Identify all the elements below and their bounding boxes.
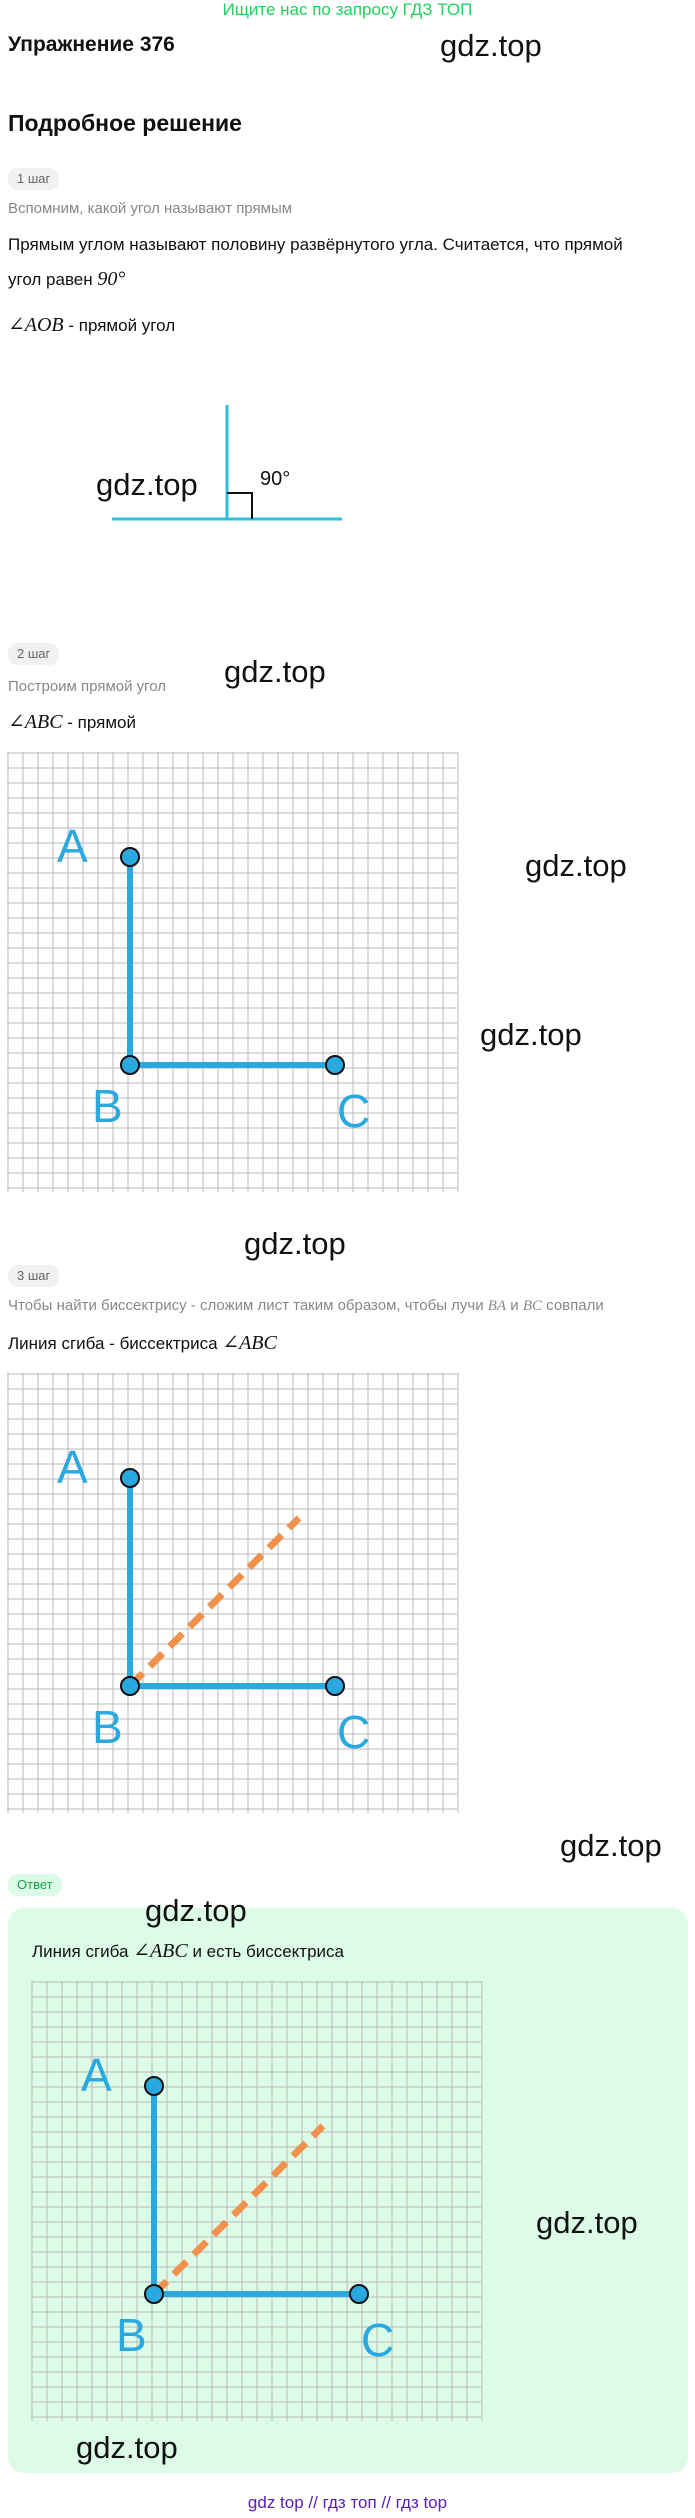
answer-text-prefix: Линия сгиба [32, 1942, 134, 1961]
step-3-text-prefix: Линия сгиба - биссектриса [8, 1334, 223, 1353]
point-a [121, 848, 139, 866]
answer-badge: Ответ [8, 1874, 62, 1896]
grid-lines [7, 1373, 458, 1813]
watermark: gdz.top [145, 1893, 247, 1928]
step-1-text-prefix: угол равен [8, 270, 93, 289]
step-1-angle-text: - прямой угол [63, 316, 176, 335]
bisector-line [130, 1518, 299, 1686]
label-a: A [57, 820, 88, 872]
right-angle-figure [80, 395, 380, 535]
watermark: gdz.top [560, 1828, 662, 1863]
grid-figure-answer [31, 1981, 485, 2423]
step-3-angle-math: ∠ABC [222, 1332, 277, 1354]
point-b [145, 2285, 163, 2303]
label-b: B [92, 1080, 123, 1132]
page-title: Упражнение 376 [8, 33, 175, 56]
step-3-hint-part1: Чтобы найти биссектрису - сложим лист таким образом, чтобы лучи [8, 1297, 488, 1314]
step-3-text [8, 1330, 277, 1357]
watermark: gdz.top [244, 1226, 346, 1261]
watermark: gdz.top [480, 1017, 582, 1052]
step-3-hint-math-bc: BC [522, 1298, 542, 1314]
right-angle-marker [227, 493, 252, 519]
watermark: gdz.top [536, 2205, 638, 2240]
watermark: gdz.top [440, 28, 542, 63]
step-2-angle-text: - прямой [62, 713, 136, 732]
section-title: Подробное решение [8, 110, 242, 136]
point-c [326, 1056, 344, 1074]
step-1-text-line1: Прямым углом называют половину развёрнутого угла. Считается, что прямой [8, 235, 623, 254]
step-badge-1: 1 шаг [8, 168, 59, 190]
grid-figure-step-3 [7, 1373, 461, 1815]
label-c: C [361, 2314, 395, 2366]
bisector-line [154, 2126, 323, 2294]
step-1-angle-math: ∠AOB [8, 314, 64, 336]
watermark: gdz.top [76, 2430, 178, 2465]
label-c: C [337, 1706, 371, 1758]
grid-lines [7, 752, 458, 1192]
step-2-angle-math: ∠ABC [8, 711, 63, 733]
point-c [326, 1677, 344, 1695]
point-c [350, 2285, 368, 2303]
point-a [121, 1469, 139, 1487]
search-hint-link[interactable]: Ищите нас по запросу ГДЗ ТОП [222, 0, 473, 19]
step-1-text-line2 [8, 266, 125, 293]
label-b: B [116, 2309, 147, 2361]
answer-text-suffix: и есть биссектриса [187, 1942, 344, 1961]
step-3-hint-part2: и [506, 1297, 523, 1314]
step-badge-2: 2 шаг [8, 643, 59, 665]
grid-figure-step-2 [7, 752, 461, 1194]
label-a: A [57, 1441, 88, 1493]
footer-links[interactable]: gdz top // гдз топ // гдз top [247, 2493, 448, 2512]
watermark: gdz.top [224, 654, 326, 689]
label-a: A [81, 2049, 112, 2101]
grid-lines [31, 1981, 482, 2421]
step-2-angle-line [8, 709, 136, 736]
point-b [121, 1677, 139, 1695]
answer-angle-math: ∠ABC [133, 1940, 188, 1962]
point-b [121, 1056, 139, 1074]
step-2-hint: Построим прямой угол [8, 678, 167, 695]
watermark: gdz.top [96, 467, 198, 502]
label-b: B [92, 1701, 123, 1753]
step-badge-3: 3 шаг [8, 1265, 59, 1287]
step-3-hint-part3: совпали [541, 1297, 604, 1314]
label-c: C [337, 1085, 371, 1137]
step-1-math-90: 90° [97, 268, 126, 290]
step-1-angle-line [8, 312, 175, 339]
point-a [145, 2077, 163, 2095]
answer-text [32, 1938, 344, 1965]
watermark: gdz.top [525, 848, 627, 883]
angle-90-label: 90° [260, 468, 291, 490]
step-1-hint: Вспомним, какой угол называют прямым [8, 200, 293, 217]
step-3-hint-math-ba: BA [487, 1298, 507, 1314]
step-3-hint [8, 1296, 604, 1316]
